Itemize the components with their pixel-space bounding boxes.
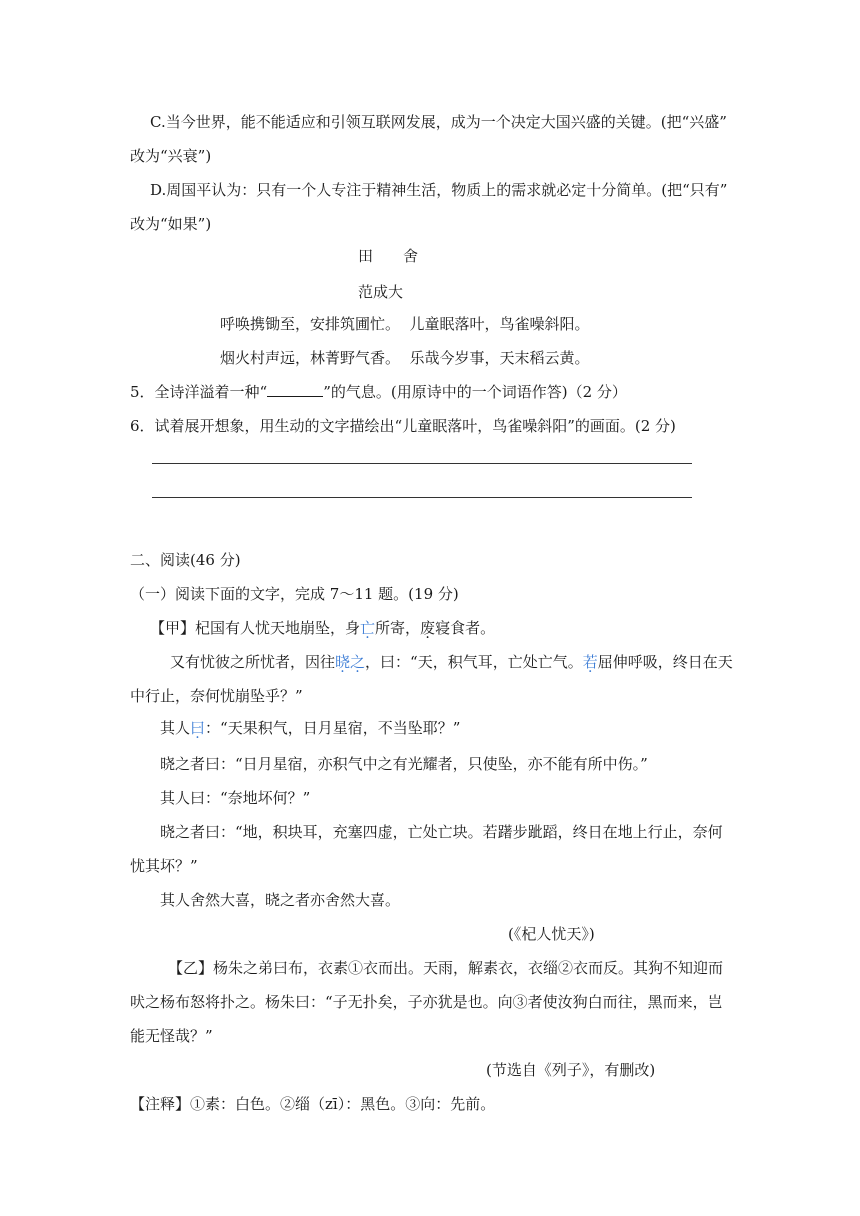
annotated-char: 曰 [190, 719, 206, 737]
answer-blank[interactable] [267, 382, 323, 397]
yi-paragraph-1-cont: 吠之杨布怒将扑之。杨朱曰：“子无扑矣，子亦犹是也。向③者使汝狗白而往，黑而来，岂 [130, 993, 723, 1011]
subsection-heading: （一）阅读下面的文字，完成 7～11 题。(19 分) [130, 585, 459, 603]
yi-paragraph-1-end: 能无怪哉？” [130, 1027, 213, 1045]
annotated-char: 亡 [360, 619, 376, 637]
jia-paragraph-2: 又有忧彼之所忧者，因往晓之，曰：“天，积气耳，亡处亡气。若屈伸呼吸，终日在天 [170, 653, 733, 671]
annotation-notes: 【注释】①素：白色。②缁（zī）：黑色。③向：先前。 [130, 1095, 496, 1113]
jia-paragraph-7: 其人舍然大喜，晓之者亦舍然大喜。 [160, 891, 401, 909]
jia-paragraph-2-cont: 中行止，奈何忧崩坠乎？” [130, 687, 303, 705]
poem-line-1: 呼唤携锄至，安排筑圃忙。 儿童眠落叶，鸟雀噪斜阳。 [220, 315, 590, 333]
option-c-line2: 改为“兴衰”) [130, 147, 212, 165]
yi-paragraph-1: 【乙】杨朱之弟曰布，衣素①衣而出。天雨，解素衣，衣缁②衣而反。其狗不知迎而 [168, 959, 724, 977]
answer-line-2[interactable] [152, 497, 692, 498]
annotated-char: 晓 [335, 653, 351, 671]
poem-author: 范成大 [358, 283, 404, 301]
annotated-char: 之 [350, 653, 366, 671]
jia-paragraph-4: 晓之者曰：“日月星宿，亦积气中之有光耀者，只使坠，亦不能有所中伤。” [160, 755, 648, 773]
question-5 [130, 382, 627, 402]
poem-line-2: 烟火村声远，林菁野气香。 乐哉今岁事，天末稻云黄。 [220, 349, 590, 367]
jia-source: (《杞人忧天》) [508, 925, 595, 943]
jia-paragraph-6: 晓之者曰：“地，积块耳，充塞四虚，亡处亡块。若躇步跐蹈，终日在地上行止，奈何 [160, 823, 723, 841]
jia-paragraph-3: 其人曰：“天果积气，日月星宿，不当坠耶？” [160, 719, 461, 737]
jia-paragraph-5: 其人曰：“奈地坏何？” [160, 789, 311, 807]
option-d-line1: D.周国平认为：只有一个人专注于精神生活，物质上的需求就必定十分简单。(把“只有” [150, 181, 728, 199]
section-heading: 二、阅读(46 分) [130, 551, 241, 569]
annotated-char: 废 [420, 619, 436, 637]
annotated-char: 若 [582, 653, 598, 671]
poem-title: 田 舍 [358, 247, 419, 265]
question-5-prefix: 5．全诗洋溢着一种“ [130, 383, 268, 401]
question-5-suffix: ”的气息。(用原诗中的一个词语作答)（2 分） [323, 383, 627, 401]
jia-paragraph-1: 【甲】杞国有人忧天地崩坠，身亡所寄，废寝食者。 [150, 619, 496, 637]
answer-line-1[interactable] [152, 463, 692, 464]
option-d-line2: 改为“如果”) [130, 215, 212, 233]
jia-paragraph-6-cont: 忧其坏？” [130, 857, 198, 875]
option-c-line1: C.当今世界，能不能适应和引领互联网发展，成为一个决定大国兴盛的关键。(把“兴盛” [150, 113, 727, 131]
yi-source: (节选自《列子》，有删改) [486, 1061, 656, 1079]
question-6: 6．试着展开想象，用生动的文字描绘出“儿童眠落叶，鸟雀噪斜阳”的画面。(2 分) [130, 417, 676, 435]
